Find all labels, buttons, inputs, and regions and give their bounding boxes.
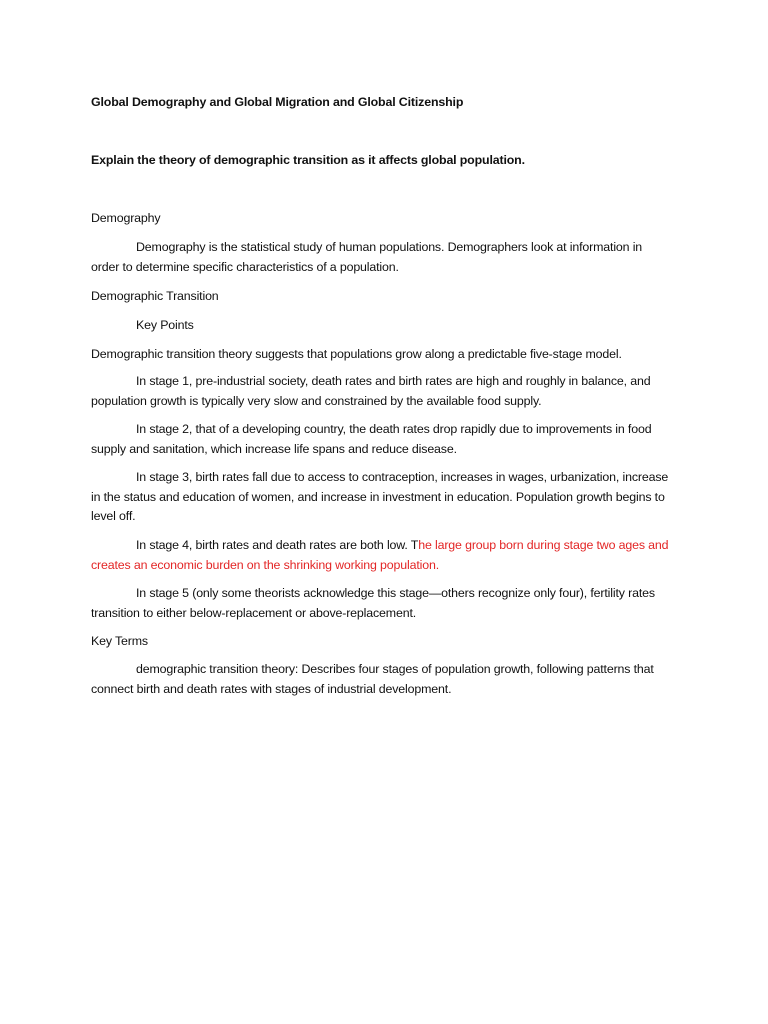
stage-4-text: In stage 4, birth rates and death rates are both low. T (136, 538, 419, 552)
stage-4-highlighted-text: he large group born during stage two ages and creates an economic burden on the shrinking working population. (91, 538, 669, 572)
demography-heading: Demography (91, 211, 161, 225)
stage-4-paragraph (91, 536, 671, 575)
essay-question: Explain the theory of demographic transition as it affects global population. (91, 153, 525, 167)
key-points-heading: Key Points (136, 318, 194, 332)
demography-paragraph: Demography is the statistical study of human populations. Demographers look at information in order to determine specific characteristics of a population. (91, 240, 643, 274)
key-terms-heading: Key Terms (91, 634, 148, 648)
stage-5-paragraph: In stage 5 (only some theorists acknowledge this stage—others recognize only four), fertility rates transition to either below-replacement or above-replacement. (91, 586, 655, 620)
stage-3-paragraph: In stage 3, birth rates fall due to access to contraception, increases in wages, urbanization, increase in the status and education of women, and increase in investment in education. Population growth begins to level off. (91, 470, 669, 523)
key-points-intro: Demographic transition theory suggests that populations grow along a predictable five-stage model. (91, 347, 622, 361)
key-term-definition: demographic transition theory: Describes four stages of population growth, following patterns that connect birth and death rates with stages of industrial development. (91, 662, 654, 696)
stage-2-paragraph: In stage 2, that of a developing country, the death rates drop rapidly due to improvements in food supply and sanitation, which increase life spans and reduce disease. (91, 422, 652, 456)
document-title: Global Demography and Global Migration and Global Citizenship (91, 95, 464, 109)
stage-1-paragraph: In stage 1, pre-industrial society, death rates and birth rates are high and roughly in balance, and population growth is typically very slow and constrained by the available food supply. (91, 374, 651, 408)
demographic-transition-heading: Demographic Transition (91, 289, 219, 303)
